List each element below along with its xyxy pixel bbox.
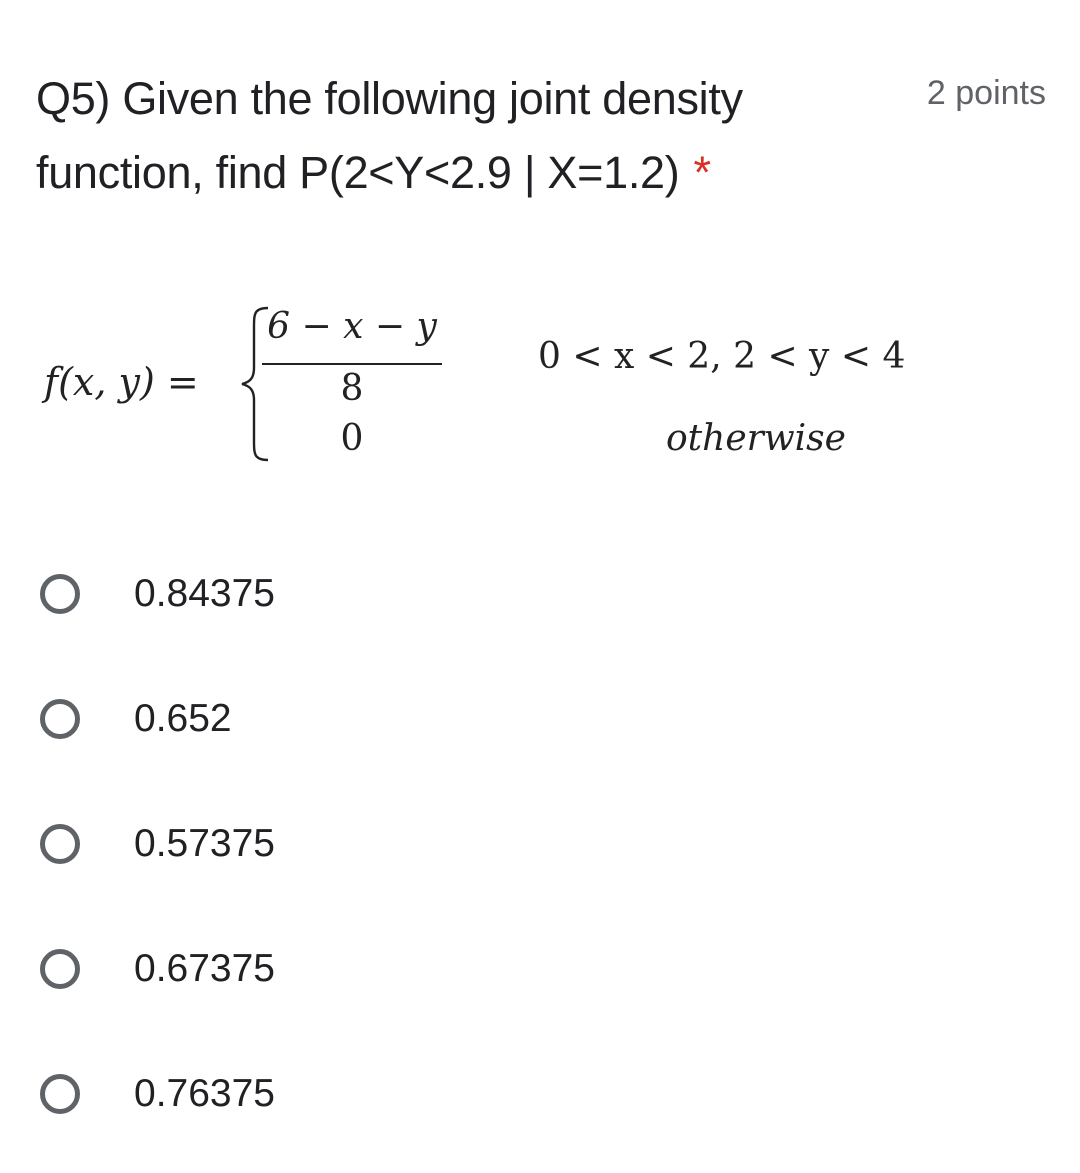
option-label: 0.76375: [134, 1072, 275, 1115]
question-title-line1: Q5) Given the following joint density: [36, 73, 743, 124]
support-condition: 0 < x < 2, 2 < y < 4: [538, 336, 906, 377]
answer-options: [0, 548, 1080, 1173]
required-asterisk: *: [693, 147, 711, 198]
option-label: 0.67375: [134, 947, 275, 990]
option-3[interactable]: [0, 923, 1080, 1048]
radio-button[interactable]: [40, 1074, 80, 1114]
question-title-line2: function, find P(2<Y<2.9 | X=1.2): [36, 147, 680, 198]
option-1[interactable]: [0, 673, 1080, 798]
fraction-numerator: 6 − x − y: [267, 306, 437, 347]
fraction-bar: [262, 363, 442, 365]
option-4[interactable]: [0, 1048, 1080, 1173]
otherwise-value: 0: [340, 418, 364, 459]
option-label: 0.84375: [134, 572, 275, 615]
points-label: 2 points: [926, 74, 1046, 112]
radio-button[interactable]: [40, 574, 80, 614]
joint-density-formula: [0, 0, 1080, 520]
radio-button[interactable]: [40, 699, 80, 739]
radio-button[interactable]: [40, 824, 80, 864]
fraction-denominator: 8: [340, 368, 364, 409]
formula-lhs: f(x, y) =: [44, 360, 199, 404]
radio-button[interactable]: [40, 949, 80, 989]
otherwise-label: otherwise: [666, 418, 846, 459]
option-2[interactable]: [0, 798, 1080, 923]
option-label: 0.57375: [134, 822, 275, 865]
option-label: 0.652: [134, 697, 232, 740]
option-0[interactable]: [0, 548, 1080, 673]
